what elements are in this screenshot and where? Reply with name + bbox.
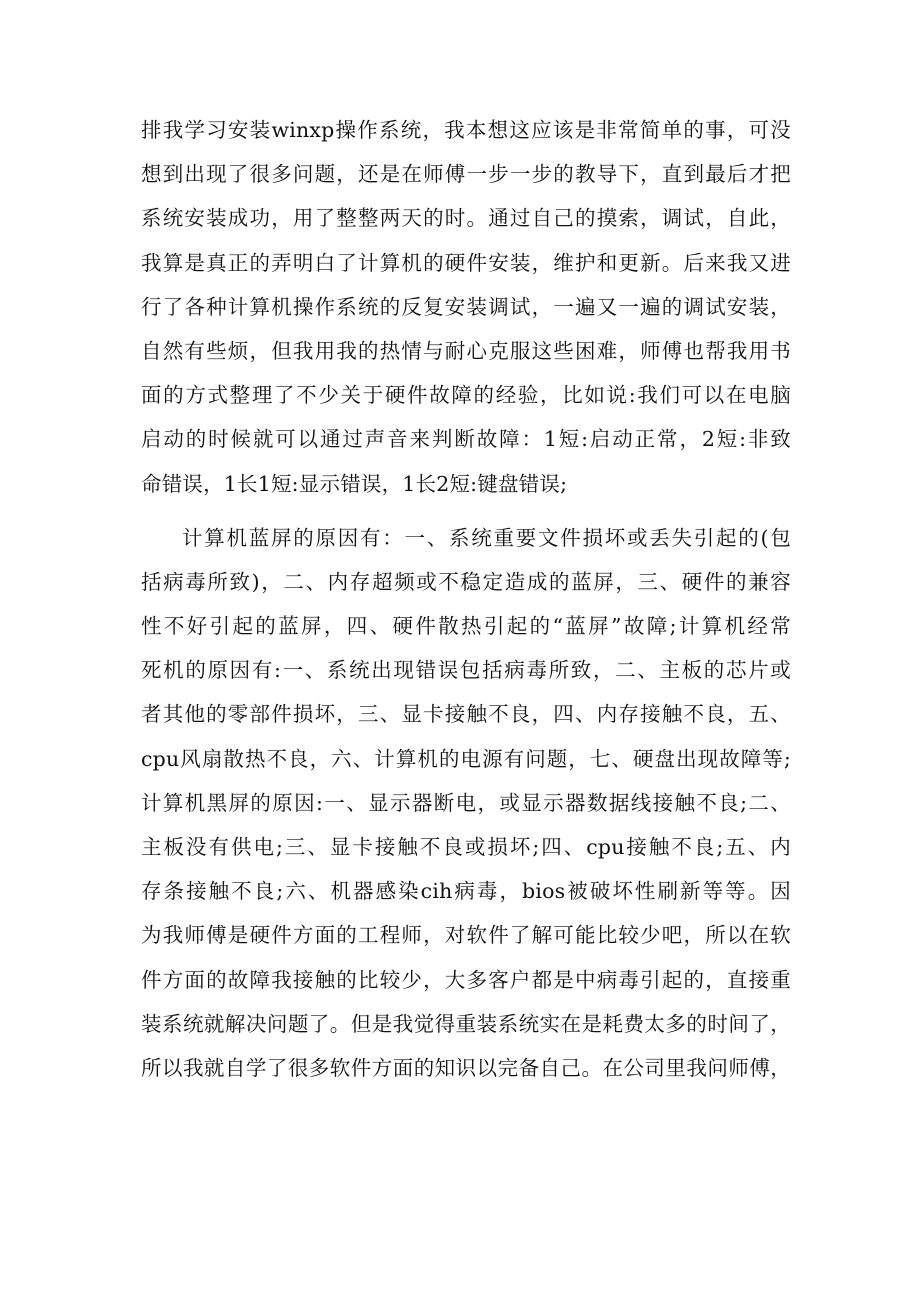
text-line: 行了各种计算机操作系统的反复安装调试，一遍又一遍的调试安装， bbox=[141, 294, 791, 319]
text-line: 计算机黑屏的原因:一、显示器断电，或显示器数据线接触不良;二、 bbox=[141, 790, 791, 815]
text-line: 面的方式整理了不少关于硬件故障的经验，比如说:我们可以在电脑 bbox=[141, 383, 791, 408]
text-line: 为我师傅是硬件方面的工程师，对软件了解可能比较少吧，所以在软 bbox=[141, 923, 791, 948]
text-line: 主板没有供电;三、显卡接触不良或损坏;四、cpu接触不良;五、内 bbox=[141, 835, 791, 859]
text-line: 想到出现了很多问题，还是在师傅一步一步的教导下，直到最后才把 bbox=[141, 162, 791, 187]
text-line: 性不好引起的蓝屏，四、硬件散热引起的“蓝屏”故障;计算机经常 bbox=[141, 614, 791, 639]
text-line: 所以我就自学了很多软件方面的知识以完备自己。在公司里我问师傅， bbox=[141, 1055, 791, 1080]
text-line: cpu风扇散热不良，六、计算机的电源有问题，七、硬盘出现故障等; bbox=[141, 746, 791, 771]
paragraph-gap bbox=[141, 506, 791, 516]
text-line: 死机的原因有:一、系统出现错误包括病毒所致，二、主板的芯片或 bbox=[141, 658, 791, 683]
text-line: 括病毒所致)，二、内存超频或不稳定造成的蓝屏，三、硬件的兼容 bbox=[141, 569, 791, 594]
text-line: 存条接触不良;六、机器感染cih病毒，bios被破坏性刷新等等。因 bbox=[141, 879, 791, 904]
text-line: 者其他的零部件损坏，三、显卡接触不良，四、内存接触不良，五、 bbox=[141, 702, 791, 727]
text-line-last: 命错误，1长1短:显示错误，1长2短:键盘错误; bbox=[141, 471, 568, 496]
text-line: 自然有些烦，但我用我的热情与耐心克服这些困难，师傅也帮我用书 bbox=[141, 338, 791, 363]
paragraph-1 bbox=[141, 108, 791, 506]
text-line: 装系统就解决问题了。但是我觉得重装系统实在是耗费太多的时间了， bbox=[141, 1011, 791, 1036]
text-line: 系统安装成功，用了整整两天的时。通过自己的摸索，调试，自此， bbox=[141, 206, 791, 231]
text-line: 我算是真正的弄明白了计算机的硬件安装，维护和更新。后来我又进 bbox=[141, 250, 791, 275]
text-line: 启动的时候就可以通过声音来判断故障：1短:启动正常，2短:非致 bbox=[141, 427, 791, 452]
document-body bbox=[141, 108, 791, 1090]
text-line-first: 计算机蓝屏的原因有：一、系统重要文件损坏或丢失引起的(包 bbox=[182, 525, 791, 550]
paragraph-2 bbox=[141, 516, 791, 1090]
text-line: 件方面的故障我接触的比较少，大多客户都是中病毒引起的，直接重 bbox=[141, 967, 791, 992]
text-line: 排我学习安装winxp操作系统，我本想这应该是非常简单的事，可没 bbox=[141, 118, 791, 142]
